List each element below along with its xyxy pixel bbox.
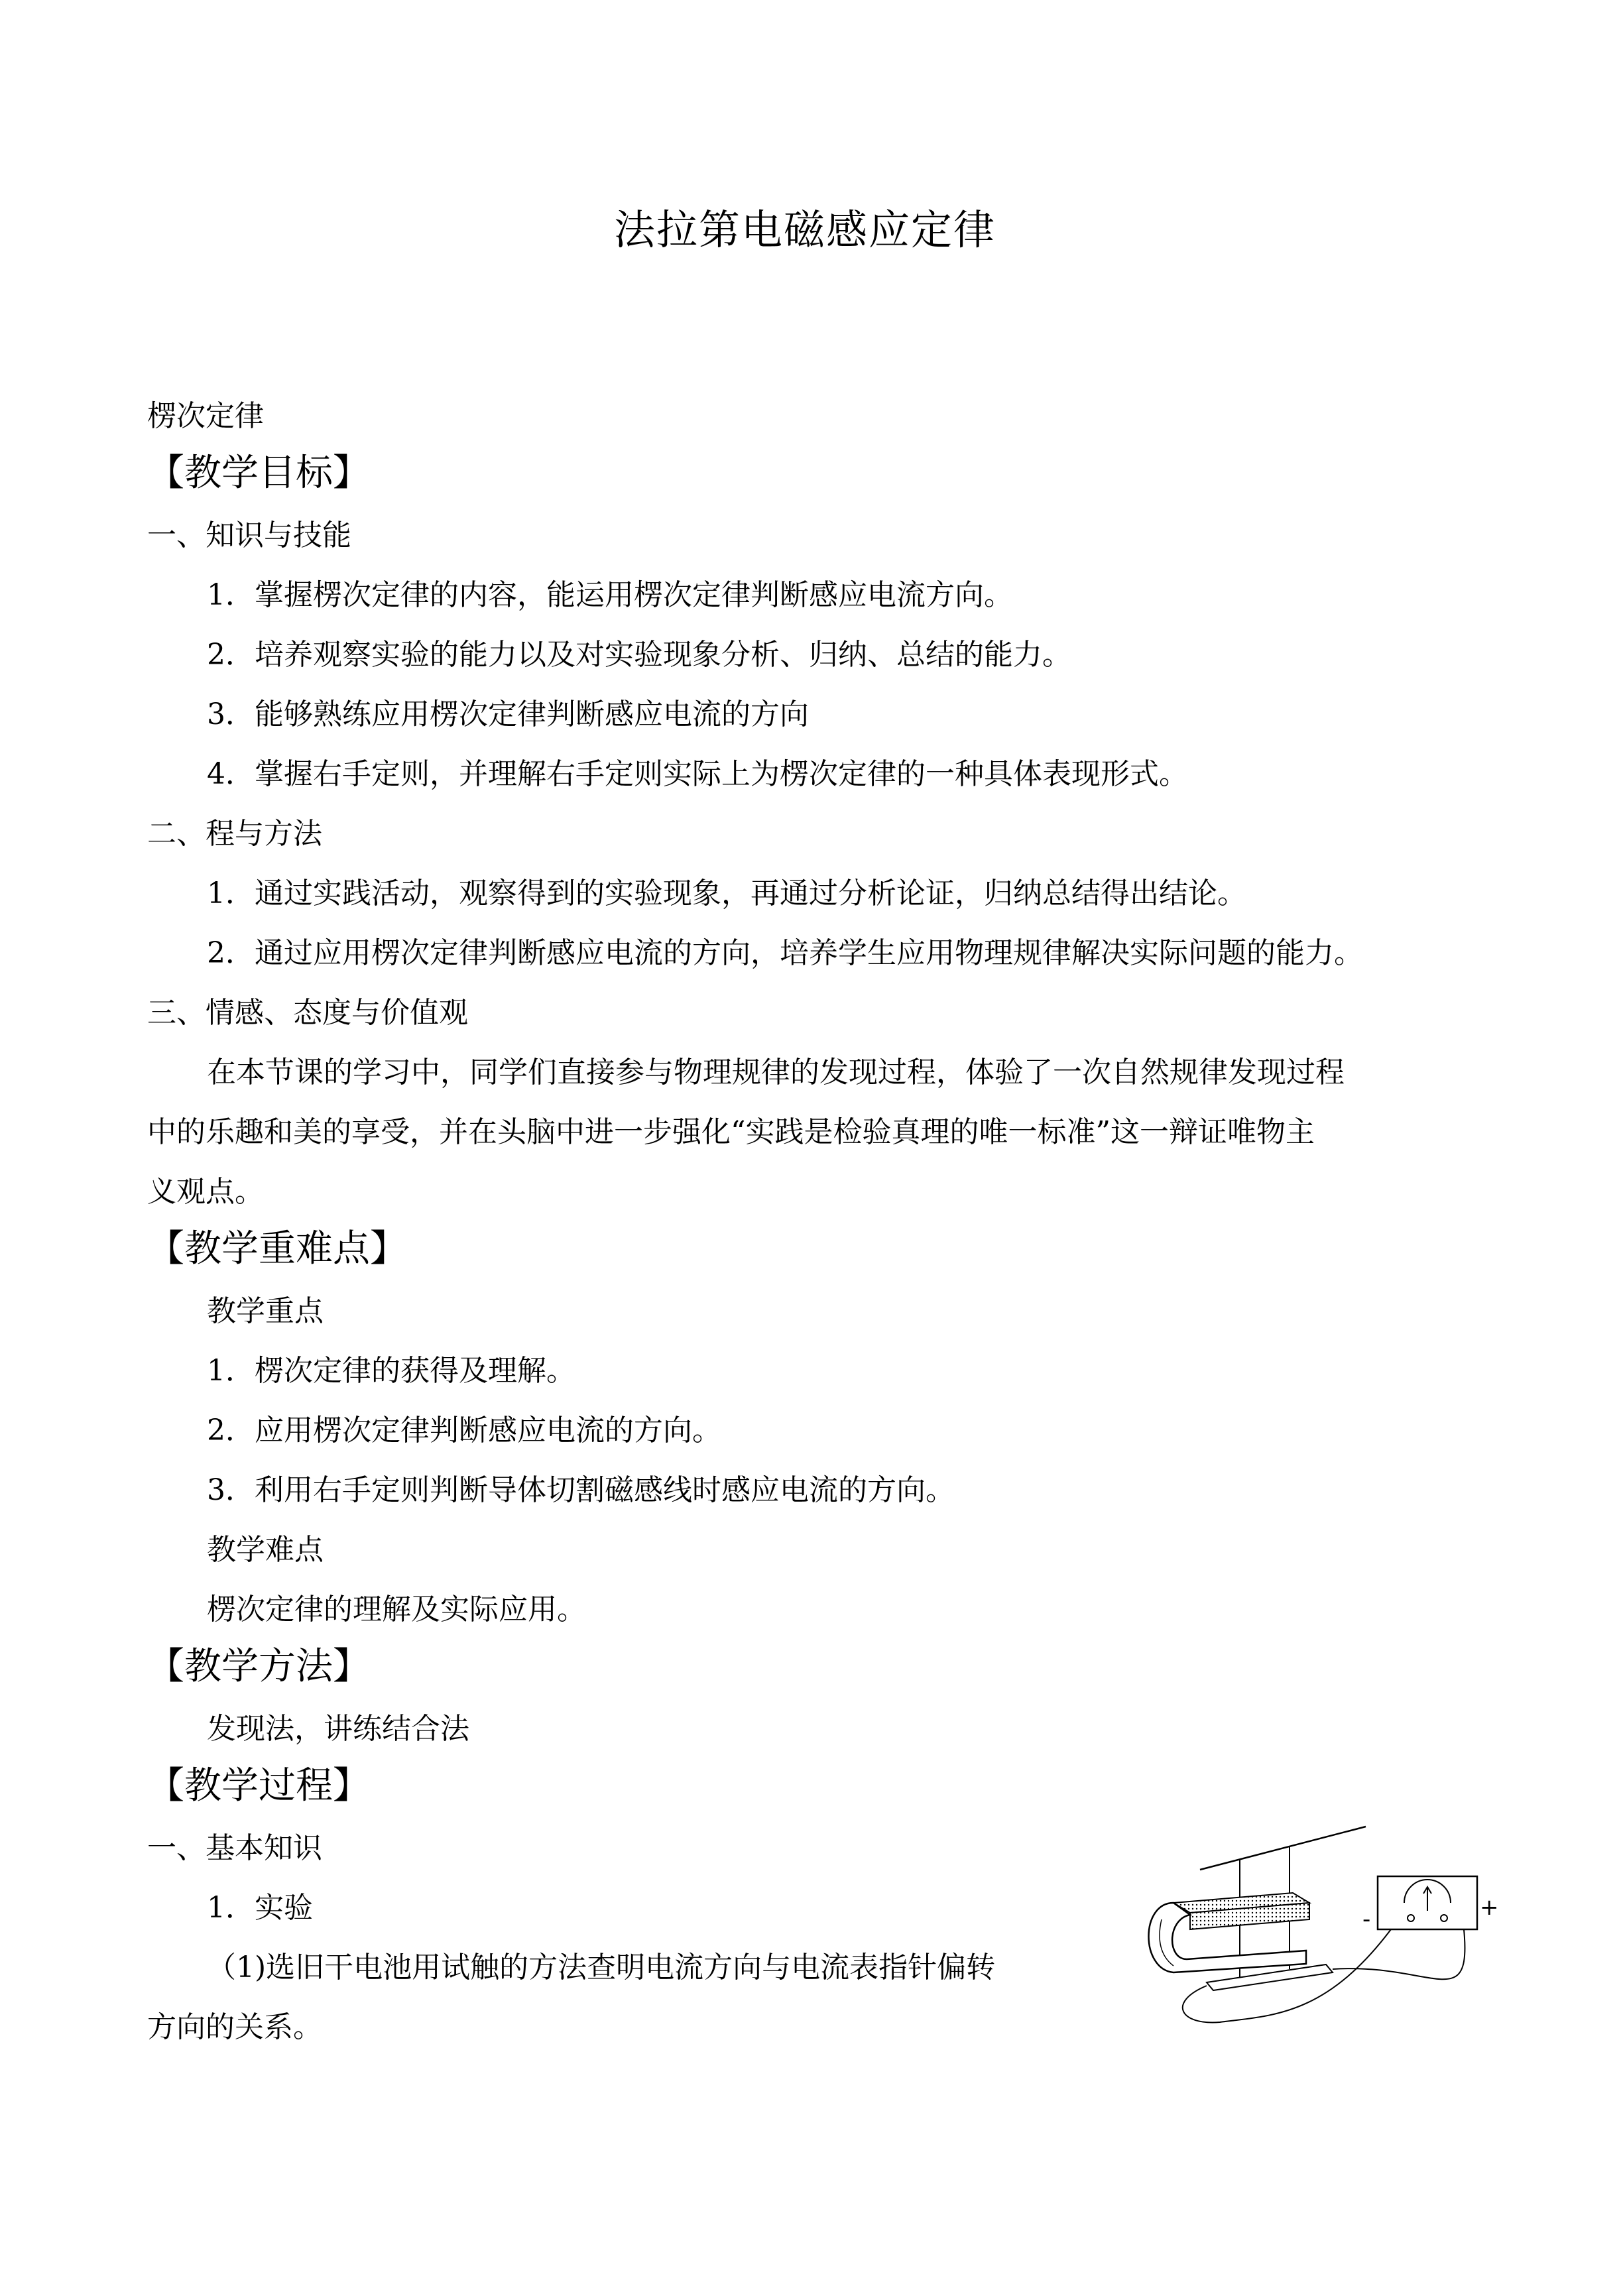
section-heading-objectives: 【教学目标】 [147, 452, 370, 495]
methods-text: 发现法，讲练结合法 [207, 1712, 469, 1746]
objectives-knowledge-heading: 一、知识与技能 [147, 518, 351, 552]
experiment-figure [1127, 1803, 1538, 2108]
objectives-values-line: 在本节课的学习中，同学们直接参与物理规律的发现过程，体验了一次自然规律发现过程 [207, 1056, 1345, 1089]
objectives-knowledge-item: 2．培养观察实验的能力以及对实验现象分析、归纳、总结的能力。 [207, 638, 1071, 672]
subtitle: 楞次定律 [147, 399, 264, 433]
objectives-process-heading: 二、程与方法 [147, 817, 322, 851]
key-points-difficulty-label: 教学难点 [207, 1533, 324, 1567]
objectives-knowledge-item: 3．能够熟练应用楞次定律判断感应电流的方向 [207, 697, 809, 731]
process-step1-line: （1)选旧干电池用试触的方法查明电流方向与电流表指针偏转 [207, 1951, 996, 1984]
process-experiment-label: 1．实验 [207, 1891, 313, 1925]
objectives-values-line: 义观点。 [147, 1175, 264, 1209]
page-title: 法拉第电磁感应定律 [614, 206, 996, 254]
key-points-focus-item: 3．利用右手定则判断导体切割磁感线时感应电流的方向。 [207, 1473, 955, 1507]
objectives-knowledge-item: 4．掌握右手定则，并理解右手定则实际上为楞次定律的一种具体表现形式。 [207, 757, 1188, 791]
key-points-difficulty-text: 楞次定律的理解及实际应用。 [207, 1593, 586, 1626]
horseshoe-magnet [1149, 1893, 1310, 1972]
terminal-plus-label: + [1480, 1894, 1499, 1921]
suspension-bar [1200, 1827, 1366, 1870]
key-points-focus-label: 教学重点 [207, 1294, 324, 1328]
objectives-process-item: 2．通过应用楞次定律判断感应电流的方向，培养学生应用物理规律解决实际问题的能力。 [207, 936, 1363, 970]
objectives-knowledge-item: 1．掌握楞次定律的内容，能运用楞次定律判断感应电流方向。 [207, 578, 1013, 612]
section-heading-key-points: 【教学重难点】 [147, 1227, 407, 1270]
key-points-focus-item: 2．应用楞次定律判断感应电流的方向。 [207, 1414, 721, 1447]
objectives-values-line: 中的乐趣和美的享受，并在头脑中进一步强化“实践是检验真理的唯一标准”这一辩证唯物主 [147, 1115, 1315, 1149]
section-heading-methods: 【教学方法】 [147, 1645, 370, 1688]
objectives-values-heading: 三、情感、态度与价值观 [147, 996, 468, 1030]
process-basic-heading: 一、基本知识 [147, 1831, 322, 1865]
process-step1-line: 方向的关系。 [147, 2010, 322, 2044]
galvanometer [1378, 1876, 1477, 1929]
objectives-process-item: 1．通过实践活动，观察得到的实验现象，再通过分析论证，归纳总结得出结论。 [207, 876, 1246, 910]
terminal-minus-label: - [1362, 1906, 1371, 1933]
section-heading-process: 【教学过程】 [147, 1764, 370, 1807]
key-points-focus-item: 1．楞次定律的获得及理解。 [207, 1354, 575, 1388]
